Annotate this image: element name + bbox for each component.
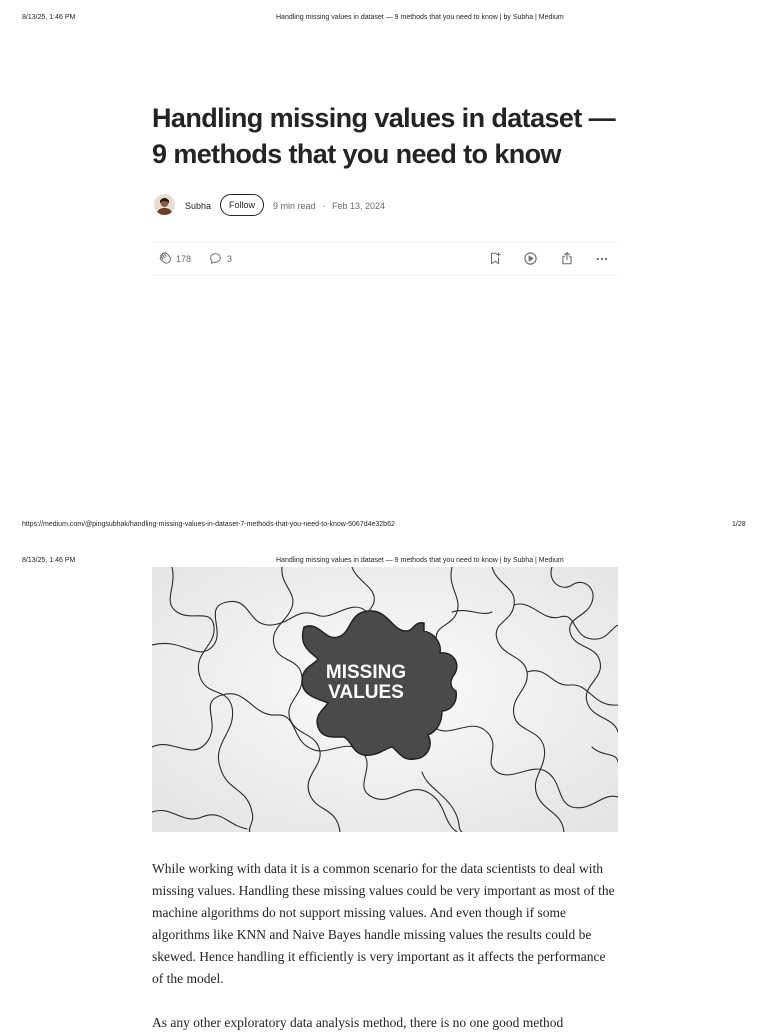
publish-date: Feb 13, 2024 bbox=[332, 201, 386, 211]
puzzle-illustration bbox=[152, 567, 618, 832]
action-bar-bottom-divider bbox=[152, 275, 618, 276]
print-page-number: 1/28 bbox=[732, 521, 746, 528]
share-icon bbox=[560, 251, 574, 266]
print-page-title: Handling missing values in dataset — 9 methods that you need to know | by Subha | Medium bbox=[276, 14, 564, 21]
meta-separator: · bbox=[323, 201, 326, 211]
play-icon bbox=[523, 251, 538, 266]
author-name[interactable]: Subha bbox=[185, 201, 212, 211]
image-caption-line1: MISSING bbox=[325, 662, 407, 683]
responses-button[interactable] bbox=[209, 252, 222, 265]
print-page-title-page2: Handling missing values in dataset — 9 methods that you need to know | by Subha | Medium bbox=[276, 557, 564, 564]
article-paragraph-1: While working with data it is a common scenario for the data scientists to deal with missing values. Handling these missing values could be very important as most of the machine algorithms do not support missing values. And even though if some algorithms like KNN and Naive Bayes handle missing values the results could be skewed. Hence handling it efficiently is very important as it affects the performance of the model. bbox=[152, 861, 615, 986]
bookmark-add-icon bbox=[488, 251, 502, 266]
print-url: https://medium.com/@pingsubhak/handling-missing-values-in-dataset-7-methods-that-you-need-to-know-5067d4e32b62 bbox=[22, 521, 395, 528]
article-title: Handling missing values in dataset — 9 methods that you need to know bbox=[152, 103, 616, 169]
response-icon bbox=[209, 252, 222, 265]
print-datetime: 8/13/25, 1:46 PM bbox=[22, 14, 76, 21]
clap-icon bbox=[158, 251, 173, 266]
share-button[interactable] bbox=[560, 251, 574, 266]
read-time: 9 min read bbox=[273, 201, 316, 211]
follow-button[interactable]: Follow bbox=[220, 194, 264, 216]
article-paragraph-2: As any other exploratory data analysis method, there is no one good method bbox=[152, 1015, 564, 1030]
bookmark-button[interactable] bbox=[488, 251, 502, 266]
clap-count: 178 bbox=[176, 254, 192, 264]
avatar-icon bbox=[154, 194, 175, 215]
image-caption-line2: VALUES bbox=[328, 682, 404, 703]
action-bar-top-divider bbox=[152, 242, 618, 243]
more-icon bbox=[595, 252, 609, 266]
clap-button[interactable] bbox=[158, 251, 173, 266]
more-button[interactable] bbox=[595, 252, 609, 266]
response-count: 3 bbox=[227, 254, 233, 264]
author-avatar[interactable] bbox=[154, 194, 175, 215]
listen-button[interactable] bbox=[523, 251, 538, 266]
missing-values-puzzle-image bbox=[152, 567, 618, 832]
print-datetime-page2: 8/13/25, 1:46 PM bbox=[22, 557, 76, 564]
